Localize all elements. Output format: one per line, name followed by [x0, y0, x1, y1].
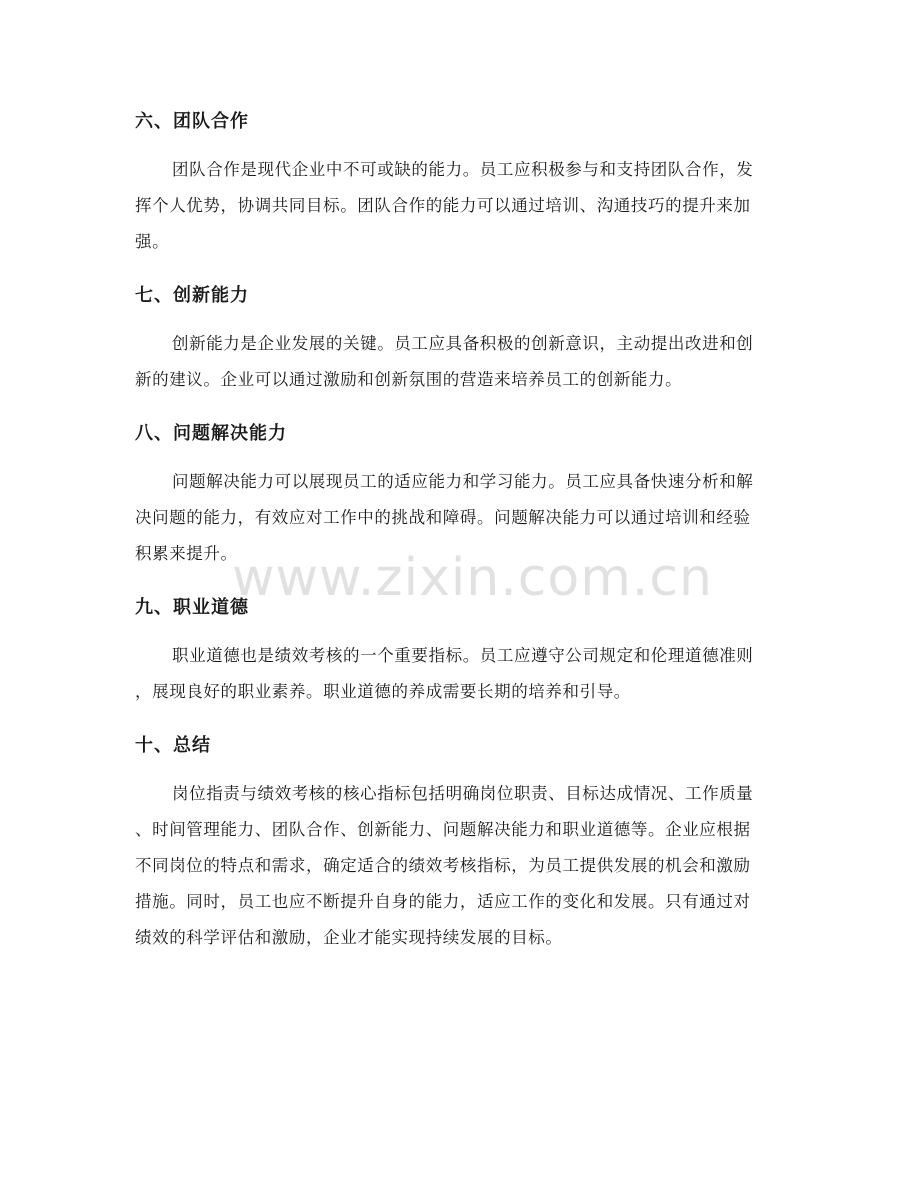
paragraph-line: ，展现良好的职业素养。职业道德的养成需要长期的培养和引导。 [135, 682, 631, 701]
section-heading: 七、创新能力 [135, 285, 249, 306]
watermark: www.zixin.com.cn [232, 548, 713, 608]
paragraph-line: 问题解决能力可以展现员工的适应能力和学习能力。员工应具备快速分析和解 [172, 472, 754, 491]
section-paragraph [135, 776, 785, 956]
paragraph-line: 创新能力是企业发展的关键。员工应具备积极的创新意识，主动提出改进和创 [172, 334, 754, 353]
paragraph-line: 绩效的科学评估和激励，企业才能实现持续发展的目标。 [135, 928, 563, 947]
section-heading: 六、团队合作 [135, 111, 249, 132]
paragraph-line: 积累来提升。 [135, 544, 238, 563]
section-heading: 十、总结 [135, 735, 211, 756]
paragraph-line: 、时间管理能力、团队合作、创新能力、问题解决能力和职业道德等。企业应根据 [135, 820, 751, 839]
section-heading: 九、职业道德 [135, 597, 249, 618]
section-paragraph [135, 152, 785, 260]
paragraph-line: 岗位指责与绩效考核的核心指标包括明确岗位职责、目标达成情况、工作质量 [172, 784, 754, 803]
paragraph-line: 不同岗位的特点和需求，确定适合的绩效考核指标，为员工提供发展的机会和激励 [135, 856, 751, 875]
paragraph-line: 决问题的能力，有效应对工作中的挑战和障碍。问题解决能力可以通过培训和经验 [135, 508, 751, 527]
paragraph-line: 团队合作是现代企业中不可或缺的能力。员工应积极参与和支持团队合作，发 [172, 160, 754, 179]
section-paragraph [135, 638, 785, 710]
section-heading: 八、问题解决能力 [135, 423, 287, 444]
paragraph-line: 职业道德也是绩效考核的一个重要指标。员工应遵守公司规定和伦理道德准则 [172, 646, 754, 665]
paragraph-line: 强。 [135, 232, 170, 251]
paragraph-line: 新的建议。企业可以通过激励和创新氛围的营造来培养员工的创新能力。 [135, 370, 683, 389]
section-paragraph [135, 326, 785, 398]
paragraph-line: 措施。同时，员工也应不断提升自身的能力，适应工作的变化和发展。只有通过对 [135, 892, 751, 911]
paragraph-line: 挥个人优势，协调共同目标。团队合作的能力可以通过培训、沟通技巧的提升来加 [135, 196, 751, 215]
